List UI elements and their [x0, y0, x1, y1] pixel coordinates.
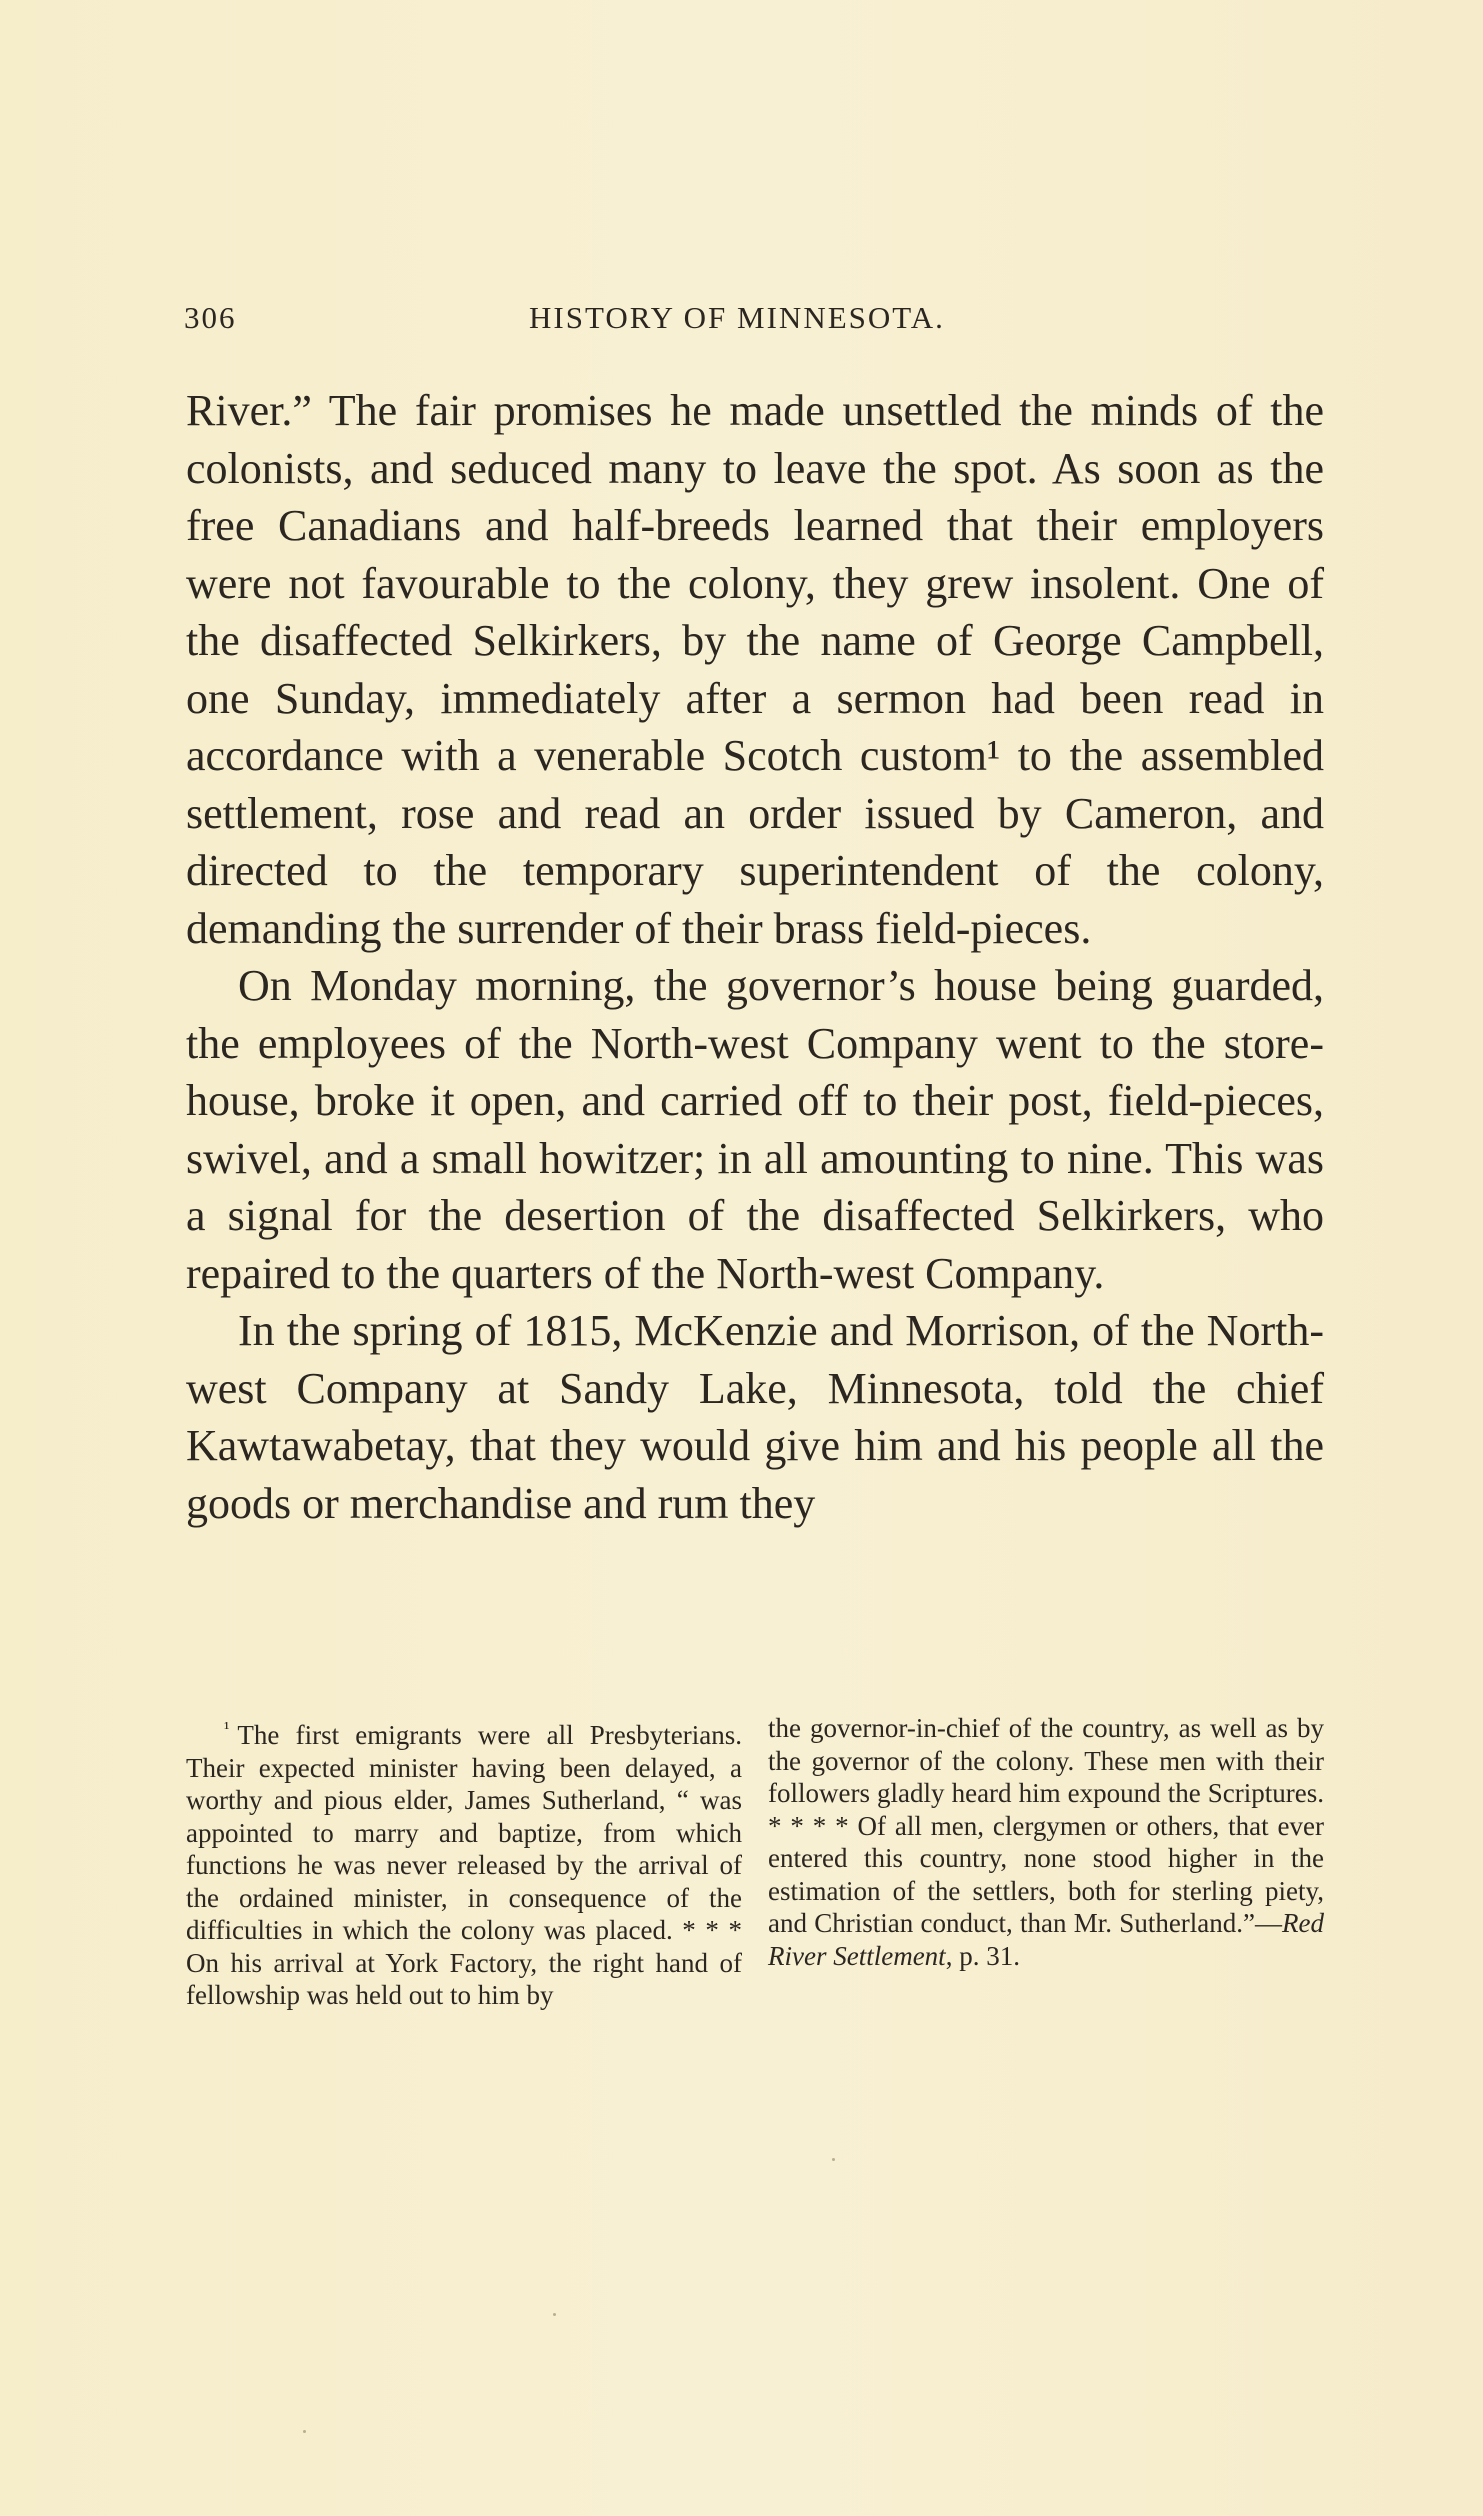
footnote-right-column [768, 1712, 1324, 2012]
running-title: HISTORY OF MINNESOTA. [529, 300, 945, 335]
footnote [186, 1712, 1324, 2012]
page-number: 306 [184, 300, 237, 335]
paragraph-monday-morning: On Monday morning, the governor’s house being guarded, the employees of the North-west Company went to the store-house, broke it open, and carried off to their post, field-pieces, swivel, and a small howitzer; in all amounting to nine. This was a signal for the desertion of the disaffected Selkirkers, who repaired to the quarters of the North-west Company. [186, 961, 1324, 1298]
footnote-source-title: Red River Settlement [768, 1908, 1324, 1971]
paper-speck [303, 2430, 306, 2433]
paragraph-continuation: River.” The fair promises he made unsettled the minds of the colonists, and seduced many to leave the spot. As soon as the free Canadians and half-breeds learned that their employers were not favourable to the colony, they grew insolent. One of the disaffected Selkirkers, by the name of George Campbell, one Sunday, immediately after a sermon had been read in accordance with a venerable Scotch custom¹ to the assembled settlement, rose and read an order issued by Cameron, and directed to the temporary superintendent of the colony, demanding the surrender of their brass field-pieces. [186, 386, 1324, 953]
footnote-left-column [186, 1712, 742, 2012]
paper-speck [553, 2313, 556, 2316]
footnote-left-text: The first emigrants were all Presbyterians. Their expected minister having been delayed, a worthy and pious elder, James Sutherland, “ was appointed to marry and baptize, from which functions he was never released by the arrival of the ordained minister, in consequence of the difficulties in which the colony was placed. * * * On his arrival at York Factory, the right hand of fellowship was held out to him by [186, 1720, 742, 2010]
paper-speck [832, 2158, 835, 2161]
footnote-right-text: the governor-in-chief of the country, as well as by the governor of the colony. These men with their followers gladly heard him expound the Scriptures. * * * * Of all men, clergymen or others, that ever entered this country, none stood higher in the estimation of the settlers, both for sterling piety, and Christian conduct, than Mr. Sutherland.”— [768, 1713, 1324, 1938]
paragraph-spring-1815: In the spring of 1815, McKenzie and Morrison, of the North-west Company at Sandy Lake, Minnesota, told the chief Kawtawabetay, that they would give him and his people all the goods or merchandise and rum they [186, 1306, 1324, 1528]
footnote-source-page: , p. 31. [945, 1940, 1020, 1971]
footnote-marker: ¹ [224, 1718, 230, 1738]
body-text [186, 382, 1324, 1532]
running-head [184, 300, 1324, 344]
